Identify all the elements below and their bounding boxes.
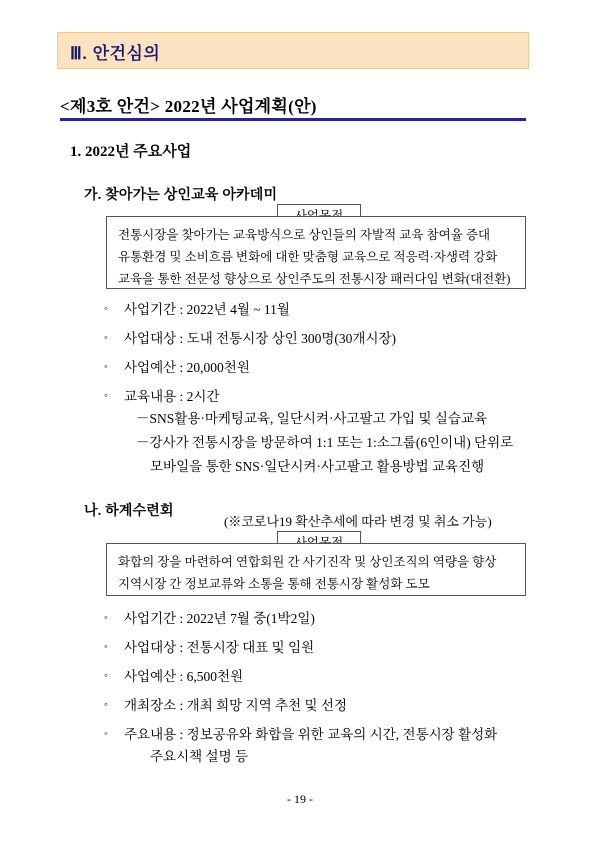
- bullet-text: 사업대상 : 도내 전통시장 상인 300명(30개시장): [124, 331, 397, 346]
- item-a-purpose-text: [118, 224, 518, 290]
- bullet-text: 개최장소 : 개최 희망 지역 추천 및 선정: [124, 698, 347, 713]
- bullet-item: [104, 637, 497, 658]
- bullet-marker-icon: ◦: [104, 303, 108, 315]
- bullet-text: 사업기간 : 2022년 7월 중(1박2일): [124, 611, 315, 626]
- section-number: 1. 2022년 주요사업: [70, 144, 192, 160]
- bullet-item: [104, 386, 513, 479]
- bullet-subline: 모바일을 통한 SNS·일단시켜·사고팔고 활용방법 교육진행: [150, 459, 485, 474]
- bullet-marker-icon: ◦: [104, 332, 108, 344]
- bullet-marker-icon: ◦: [104, 361, 108, 373]
- bullet-item: [104, 608, 497, 629]
- agenda-underline: [60, 118, 526, 121]
- bullet-subline: 주요시책 설명 등: [150, 749, 249, 764]
- item-a-bullets: [104, 299, 513, 487]
- bullet-text-main: 교육내용 : 2시간: [124, 389, 220, 404]
- bullet-text: [124, 724, 497, 769]
- bullet-item: [104, 695, 497, 716]
- bullet-marker-icon: ◦: [104, 699, 108, 711]
- bullet-marker-icon: ◦: [104, 390, 108, 402]
- purpose-line: 교육을 통한 전문성 향상으로 상인주도의 전통시장 패러다임 변화(대전환): [118, 272, 511, 286]
- purpose-line: 전통시장을 찾아가는 교육방식으로 상인들의 자발적 교육 참여율 증대: [118, 228, 491, 242]
- bullet-marker-icon: ◦: [104, 670, 108, 682]
- bullet-item: [104, 666, 497, 687]
- bullet-item: [104, 299, 513, 320]
- page-number: - 19 -: [287, 792, 313, 806]
- bullet-marker-icon: ◦: [104, 612, 108, 624]
- bullet-marker-icon: ◦: [104, 728, 108, 740]
- purpose-line: 유통환경 및 소비흐름 변화에 대한 맞춤형 교육으로 적응력·자생력 강화: [118, 250, 498, 264]
- bullet-text: [124, 386, 513, 479]
- item-b-bullets: [104, 608, 497, 777]
- bullet-subline: －SNS활용·마케팅교육, 일단시켜·사고팔고 가입 및 실습교육: [136, 411, 488, 426]
- bullet-item: [104, 724, 497, 769]
- bullet-text-main: 주요내용 : 정보공유와 화합을 위한 교육의 시간, 전통시장 활성화: [124, 727, 498, 742]
- bullet-marker-icon: ◦: [104, 641, 108, 653]
- bullet-subline: －강사가 전통시장을 방문하여 1:1 또는 1:소그룹(6인이내) 단위로: [136, 435, 514, 450]
- item-b-note: (※코로나19 확산추세에 따라 변경 및 취소 가능): [224, 514, 492, 529]
- item-a-title: 가. 찾아가는 상인교육 아카데미: [84, 188, 278, 203]
- purpose-line: 화합의 장을 마련하여 연합회원 간 사기진작 및 상인조직의 역량을 향상: [118, 555, 497, 569]
- bullet-text: 사업기간 : 2022년 4월 ~ 11월: [124, 302, 290, 317]
- bullet-text: 사업예산 : 6,500천원: [124, 669, 244, 684]
- purpose-line: 지역시장 간 정보교류와 소통을 통해 전통시장 활성화 도모: [118, 577, 430, 591]
- agenda-heading: <제3호 안건> 2022년 사업계획(안): [60, 97, 317, 116]
- bullet-item: [104, 357, 513, 378]
- chapter-title: Ⅲ. 안건심의: [70, 44, 161, 63]
- item-b-purpose-text: [118, 551, 518, 595]
- bullet-text: 사업예산 : 20,000천원: [124, 360, 250, 375]
- item-b-title: 나. 하계수련회: [84, 504, 174, 519]
- bullet-text: 사업대상 : 전통시장 대표 및 임원: [124, 640, 315, 655]
- bullet-item: [104, 328, 513, 349]
